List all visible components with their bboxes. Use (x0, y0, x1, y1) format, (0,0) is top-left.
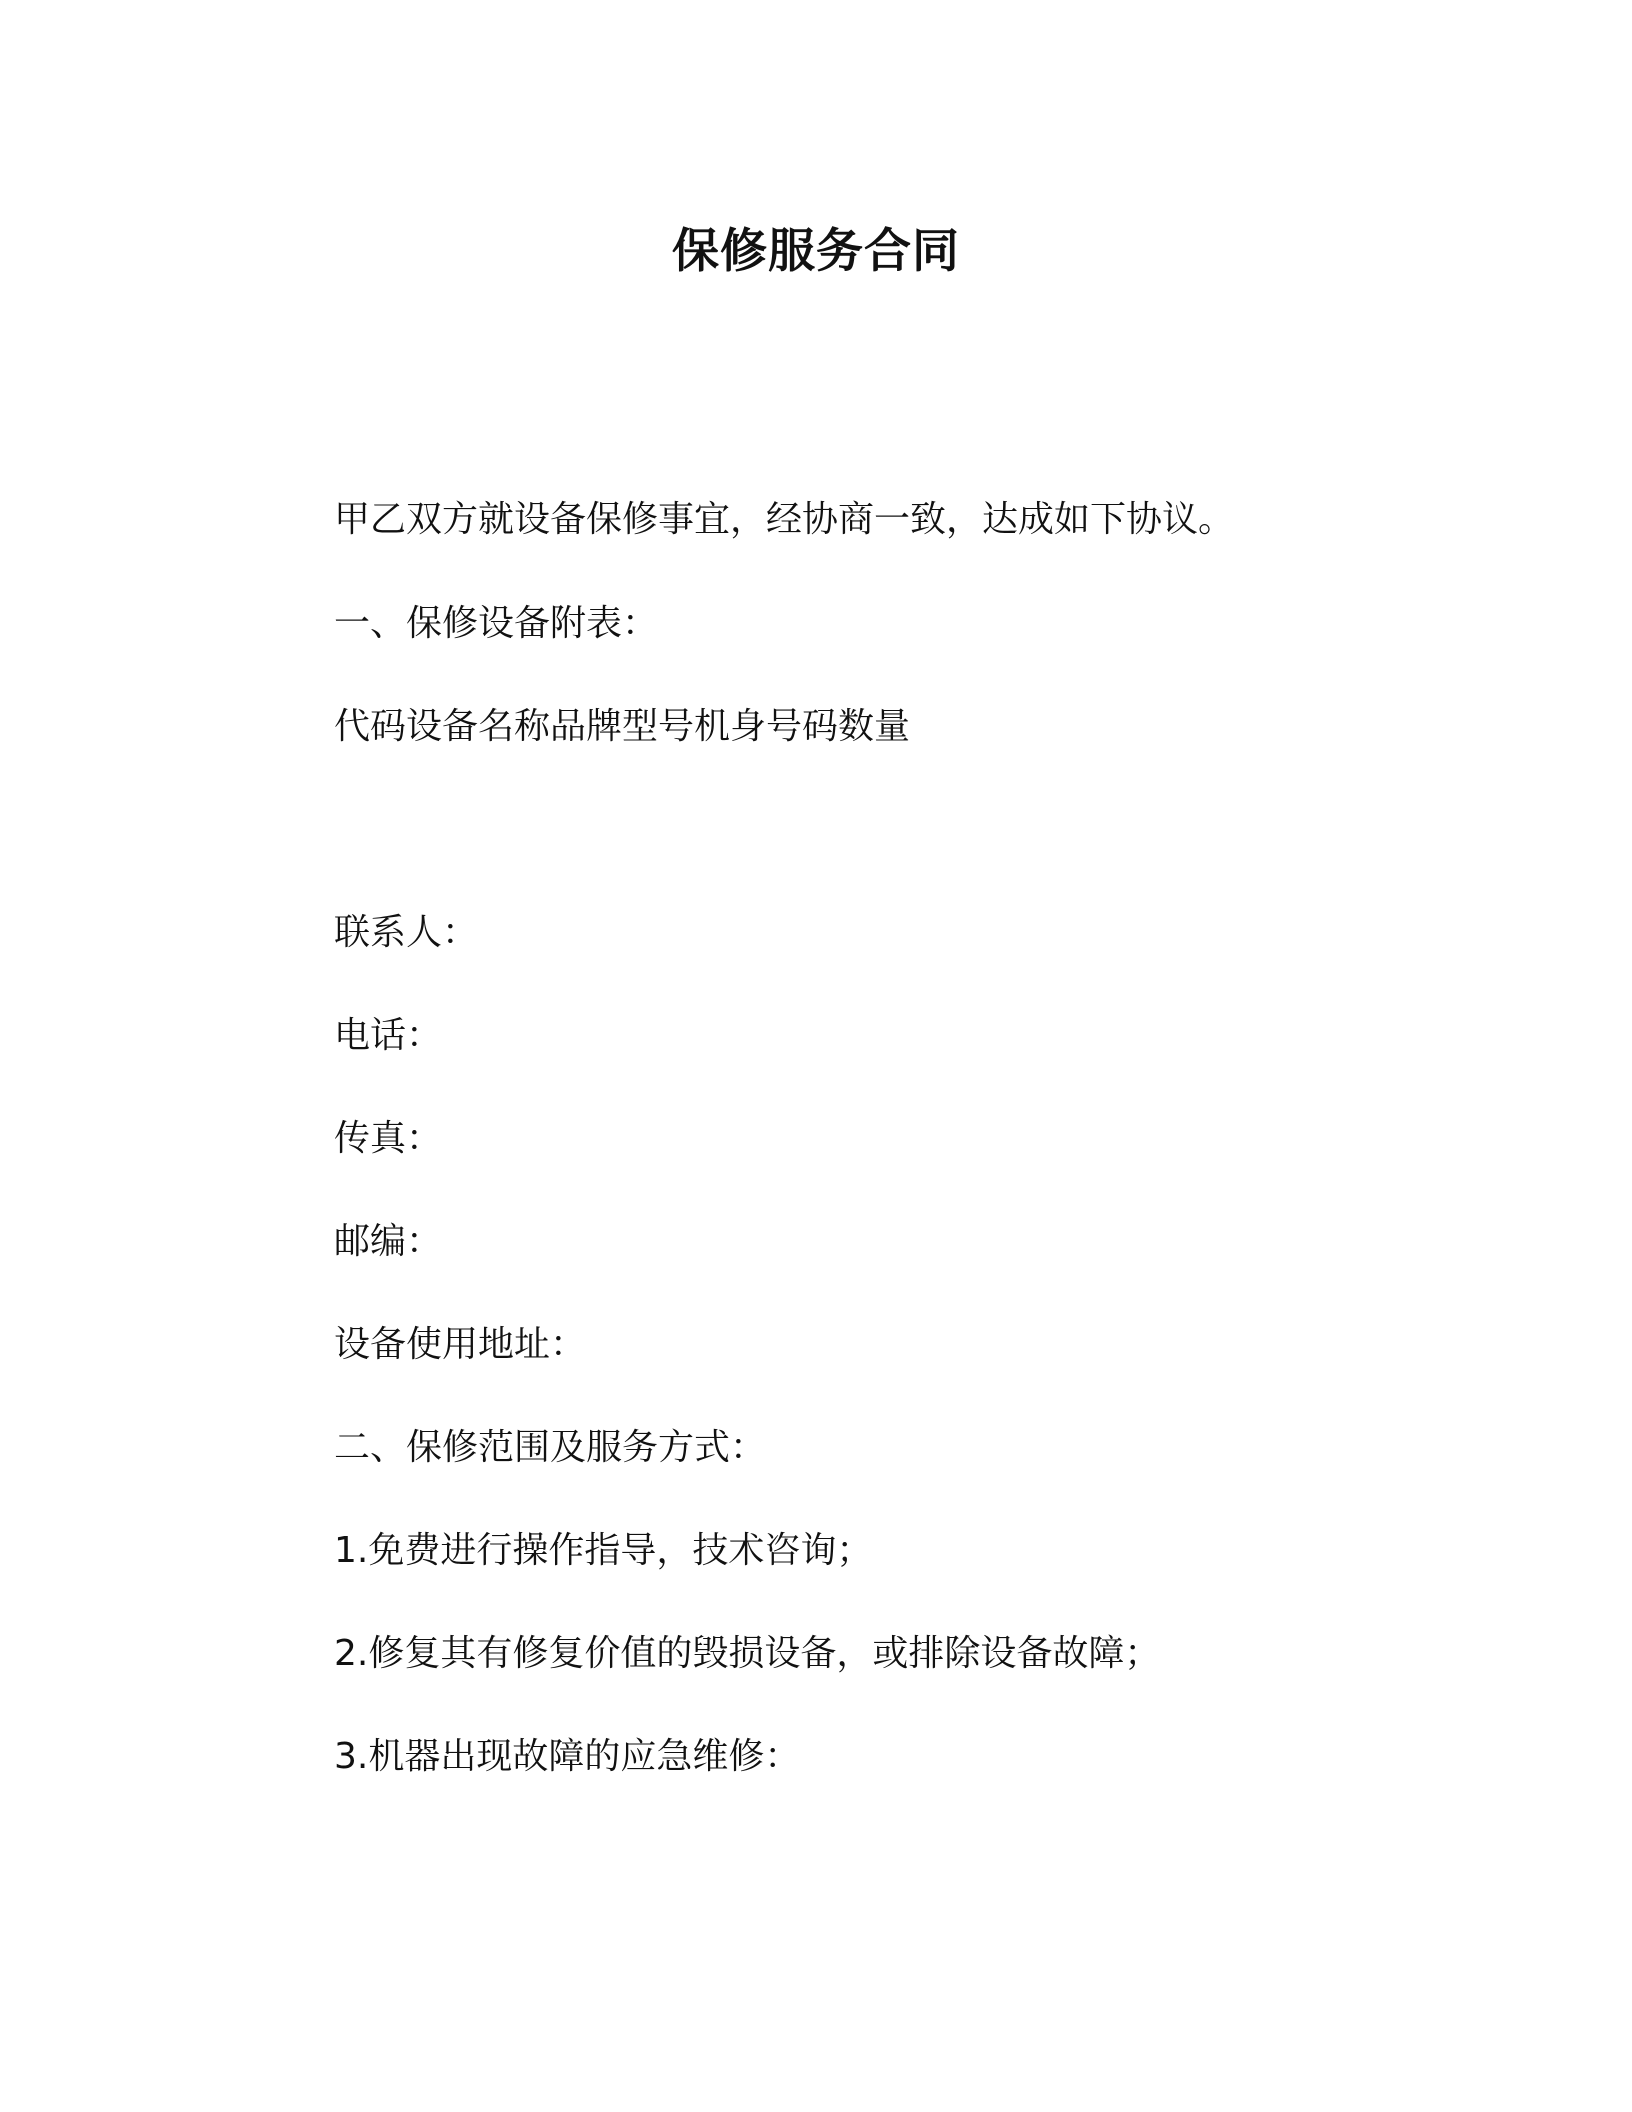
section-2-heading: 二、保修范围及服务方式： (334, 1427, 767, 1468)
phone-field: 电话： (334, 1015, 443, 1056)
document-title: 保修服务合同 (672, 224, 960, 279)
list-item: 3.机器出现故障的应急维修： (334, 1736, 801, 1777)
list-item: 1.免费进行操作指导，技术咨询； (334, 1530, 873, 1571)
section-1-heading: 一、保修设备附表： (334, 603, 659, 644)
intro-paragraph: 甲乙双方就设备保修事宜，经协商一致，达成如下协议。 (334, 499, 1235, 540)
address-field: 设备使用地址： (334, 1324, 587, 1365)
list-item: 2.修复其有修复价值的毁损设备，或排除设备故障； (334, 1633, 1161, 1674)
contact-field: 联系人： (334, 912, 479, 953)
fax-field: 传真： (334, 1118, 443, 1159)
equipment-table-header: 代码设备名称品牌型号机身号码数量 (334, 706, 911, 747)
postcode-field: 邮编： (334, 1221, 443, 1262)
